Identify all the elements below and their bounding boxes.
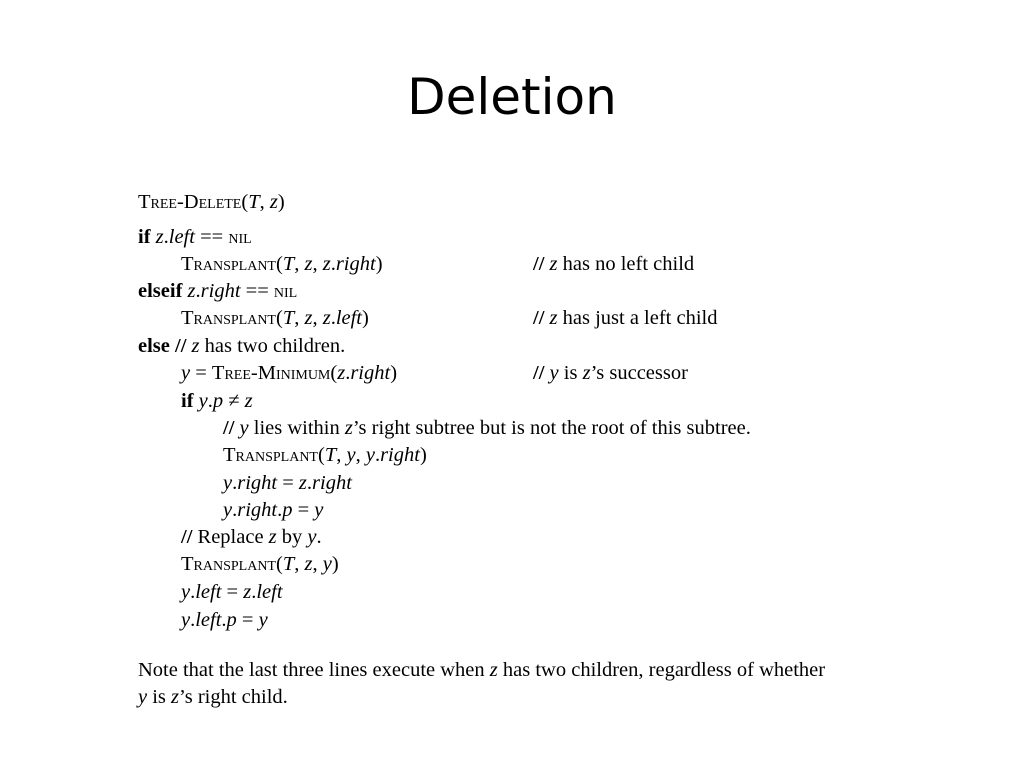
note-line-2: y is z’s right child.	[138, 686, 288, 708]
code-line-transplant-y: Transplant(T, y, y.right)	[223, 444, 427, 466]
code-line-if-left-nil: if z.left == nil	[138, 226, 252, 248]
comment-just-left-child: // z has just a left child	[533, 307, 718, 329]
code-line-y-right-assign: y.right = z.right	[223, 472, 352, 494]
code-line-transplant-left: Transplant(T, z, z.left)	[181, 307, 369, 329]
code-line-if-parent-neq: if y.p ≠ z	[181, 390, 253, 412]
note-line-1: Note that the last three lines execute when z has two children, regardless of whether	[138, 659, 826, 681]
code-line-y-left-assign: y.left = z.left	[181, 581, 283, 603]
comment-replace: // Replace z by y.	[181, 526, 322, 548]
procedure-name: Tree-Delete	[138, 191, 242, 213]
code-line-else: else // z has two children.	[138, 335, 346, 357]
code-line-y-left-parent: y.left.p = y	[181, 609, 268, 631]
comment-successor: // y is z’s successor	[533, 362, 688, 384]
comment-right-subtree: // y lies within z’s right subtree but is not the root of this subtree.	[223, 417, 751, 439]
code-line-transplant-right: Transplant(T, z, z.right)	[181, 253, 383, 275]
procedure-header: Tree-Delete(T, z)	[138, 191, 285, 213]
code-line-y-right-parent: y.right.p = y	[223, 499, 324, 521]
code-line-tree-minimum: y = Tree-Minimum(z.right)	[181, 362, 398, 384]
slide-title: Deletion	[407, 68, 617, 126]
comment-no-left-child: // z has no left child	[533, 253, 695, 275]
code-line-transplant-z-y: Transplant(T, z, y)	[181, 553, 339, 575]
code-line-elseif-right-nil: elseif z.right == nil	[138, 280, 298, 302]
